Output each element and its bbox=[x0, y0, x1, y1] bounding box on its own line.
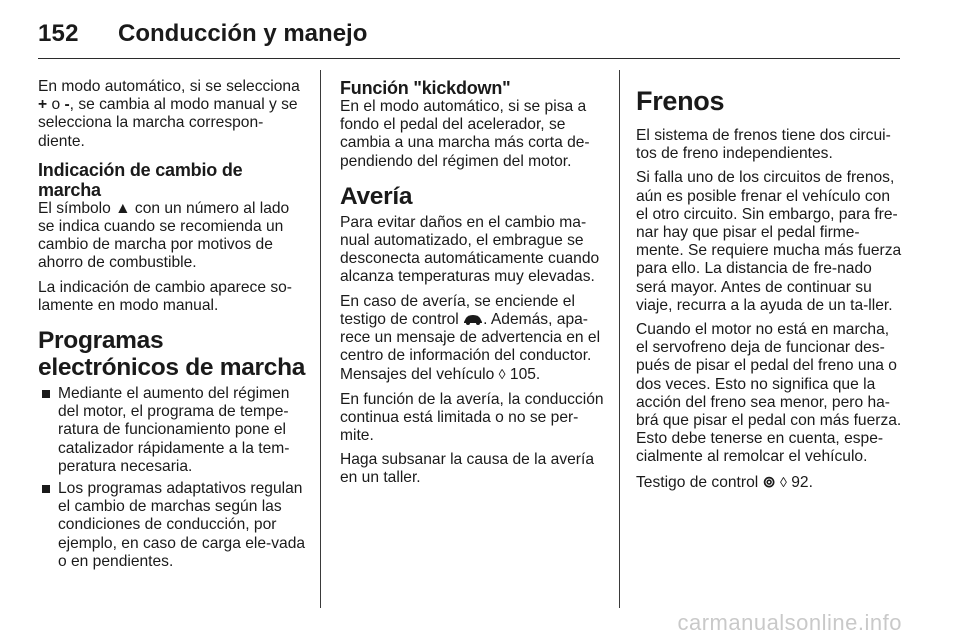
averia-paragraph-4: Haga subsanar la causa de la avería en un taller. bbox=[340, 451, 594, 487]
section-heading-electronic-programs: Programas electrónicos de marcha bbox=[38, 327, 306, 382]
page-title: Conducción y manejo bbox=[118, 20, 368, 47]
averia-paragraph-1: Para evitar daños en el cambio ma-nual automatizado, el embrague se desconecta automáticamente cuando alcanza temperaturas muy elevadas. bbox=[340, 213, 600, 286]
watermark: carmanualsonline.info bbox=[677, 610, 902, 635]
list-item: Los programas adaptativos regulan el cambio de marchas según las condiciones de conducción, por ejemplo, en caso de carga ele-vada o en pendientes. bbox=[38, 480, 308, 571]
frenos-paragraph-3: Cuando el motor no está en marcha, el servofreno deja de funcionar des-pués de pisar el pedal del freno una o dos veces. Esto no significa que la acción del freno sea menor, pero ha-brá que pisar el pedal con más fuerza. Esto debe tenerse en cuenta, espe-cialmente al remolcar el vehículo. bbox=[636, 321, 902, 466]
column-divider bbox=[619, 70, 620, 608]
square-bullet-icon bbox=[42, 390, 50, 398]
averia-paragraph-3: En función de la avería, la conducción continua está limitada o no se per-mite. bbox=[340, 390, 604, 445]
section-heading-averia: Avería bbox=[340, 182, 413, 210]
frenos-paragraph-1: El sistema de frenos tiene dos circui-tos de freno independientes. bbox=[636, 127, 891, 163]
column-right bbox=[636, 78, 904, 498]
gear-indication-paragraph: El símbolo ▲ con un número al lado se indica cuando se recomienda un cambio de marcha por motivos de ahorro de combustible. bbox=[38, 199, 290, 272]
page-header bbox=[38, 10, 900, 59]
gear-indication-manual-paragraph: La indicación de cambio aparece so-lamente en modo manual. bbox=[38, 278, 292, 314]
column-middle bbox=[340, 78, 606, 494]
car-warning-icon bbox=[463, 311, 483, 328]
page-reference-link[interactable]: 92. bbox=[786, 473, 813, 491]
page-reference-link[interactable]: 105. bbox=[505, 366, 541, 384]
programs-list bbox=[38, 385, 308, 571]
square-bullet-icon bbox=[42, 485, 50, 493]
averia-paragraph-2: En caso de avería, se enciende el testigo de control . Además, apa-rece un mensaje de advertencia en el centro de información del conductor. Mensajes del vehículo ◊ 105. bbox=[340, 292, 601, 384]
frenos-paragraph-2: Si falla uno de los circuitos de frenos, aún es posible frenar el vehículo con el otro circuito. Sin embargo, para fre-nar hay que pisar el pedal firme-mente. Se requiere mucha más fuerza para ello. La distancia de fre-nado será mayor. Antes de continuar su viaje, recurra a la ayuda de un ta-ller. bbox=[636, 169, 902, 314]
page-reference-icon[interactable]: ◊ bbox=[498, 366, 506, 383]
intro-paragraph: En modo automático, si se selecciona + o -, se cambia al modo manual y se selecciona la marcha correspon-diente. bbox=[38, 78, 300, 150]
kickdown-paragraph: En el modo automático, si se pisa a fondo el pedal del acelerador, se cambia a una marcha más corta de-pendiendo del régimen del motor. bbox=[340, 98, 590, 170]
plus-symbol: + bbox=[38, 96, 48, 114]
minus-symbol: - bbox=[64, 96, 70, 114]
column-left bbox=[38, 78, 308, 575]
shift-up-arrow-icon: ▲ bbox=[115, 199, 131, 217]
section-heading-kickdown: Función "kickdown" bbox=[340, 78, 511, 98]
brake-warning-icon: ⊚ bbox=[762, 473, 776, 491]
list-item: Mediante el aumento del régimen del motor, el programa de tempe-ratura de funcionamiento pone el catalizador rápidamente a la tem-peratura necesaria. bbox=[38, 385, 308, 476]
page-reference-icon[interactable]: ◊ bbox=[779, 473, 787, 490]
frenos-paragraph-4: Testigo de control ⊚ ◊ 92. bbox=[636, 473, 813, 491]
page-number: 152 bbox=[38, 20, 79, 47]
section-heading-frenos: Frenos bbox=[636, 86, 725, 116]
column-divider bbox=[320, 70, 321, 608]
section-heading-gear-indication: Indicación de cambio de marcha bbox=[38, 159, 243, 200]
